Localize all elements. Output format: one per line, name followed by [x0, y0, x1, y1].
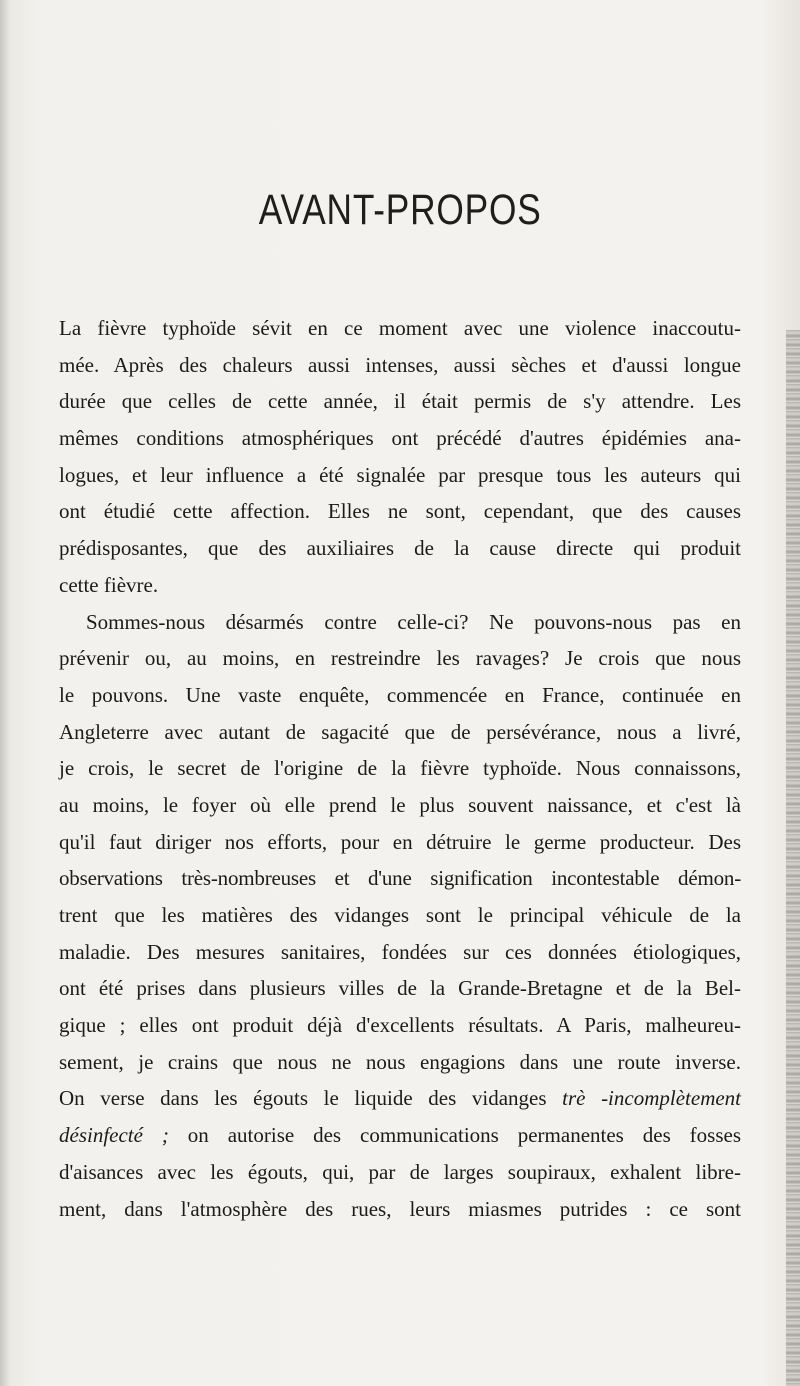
page-title: AVANT-PROPOS [258, 186, 542, 234]
text-line: ont été prises dans plusieurs villes de la Grande-Bretagne et de la Bel- [59, 976, 741, 1001]
text-line: ont étudié cette affection. Elles ne sont, cependant, que des causes [59, 499, 741, 524]
text-line: d'aisances avec les égouts, qui, par de larges soupiraux, exhalent libre- [59, 1159, 741, 1184]
text-line: observations très-nombreuses et d'une signification incontestable démon- [59, 866, 741, 891]
body-text [59, 310, 741, 1227]
italic-phrase: trè -incomplètement [562, 1086, 742, 1111]
text-line [59, 1117, 741, 1154]
text-line: ment, dans l'atmosphère des rues, leurs miasmes putrides : ce sont [59, 1196, 741, 1221]
text-line: Angleterre avec autant de sagacité que de persévérance, nous a livré, [59, 719, 741, 744]
binding-shadow [0, 0, 10, 1386]
text-line: durée que celles de cette année, il était permis de s'y attendre. Les [59, 389, 741, 414]
text-line: cette fièvre. [59, 572, 159, 597]
text-line: le pouvons. Une vaste enquête, commencée en France, continuée en [59, 682, 741, 707]
text-line: gique ; elles ont produit déjà d'excellents résultats. A Paris, malheureu- [59, 1013, 741, 1038]
text-line: trent que les matières des vidanges sont le principal véhicule de la [59, 903, 741, 927]
text-line: maladie. Des mesures sanitaires, fondées sur ces données étiologiques, [59, 939, 741, 964]
text-line: au moins, le foyer où elle prend le plus souvent naissance, et c'est là [59, 792, 741, 817]
text-line [59, 1080, 741, 1117]
text-line: mée. Après des chaleurs aussi intenses, aussi sèches et d'aussi longue [59, 352, 741, 377]
text-line: sement, je crains que nous ne nous engagions dans une route inverse. [59, 1049, 741, 1074]
text-line: mêmes conditions atmosphériques ont précédé d'autres épidémies ana- [59, 426, 741, 451]
text-line: logues, et leur influence a été signalée par presque tous les auteurs qui [59, 462, 741, 487]
text-line: prédisposantes, que des auxiliaires de la cause directe qui produit [59, 536, 741, 561]
text-line: Sommes-nous désarmés contre celle-ci? Ne pouvons-nous pas en [86, 609, 741, 634]
text-segment: on autorise des communications permanentes des fosses [187, 1123, 742, 1148]
text-line: je crois, le secret de l'origine de la fièvre typhoïde. Nous connaissons, [59, 756, 741, 781]
italic-phrase: désinfecté ; [59, 1123, 169, 1148]
text-line: qu'il faut diriger nos efforts, pour en détruire le germe producteur. Des [59, 829, 741, 854]
page-edge [786, 330, 800, 1386]
text-line: La fièvre typhoïde sévit en ce moment avec une violence inaccoutu- [59, 316, 741, 340]
text-line: prévenir ou, au moins, en restreindre les ravages? Je crois que nous [59, 646, 741, 671]
text-segment: On verse dans les égouts le liquide des vidanges [59, 1086, 547, 1111]
